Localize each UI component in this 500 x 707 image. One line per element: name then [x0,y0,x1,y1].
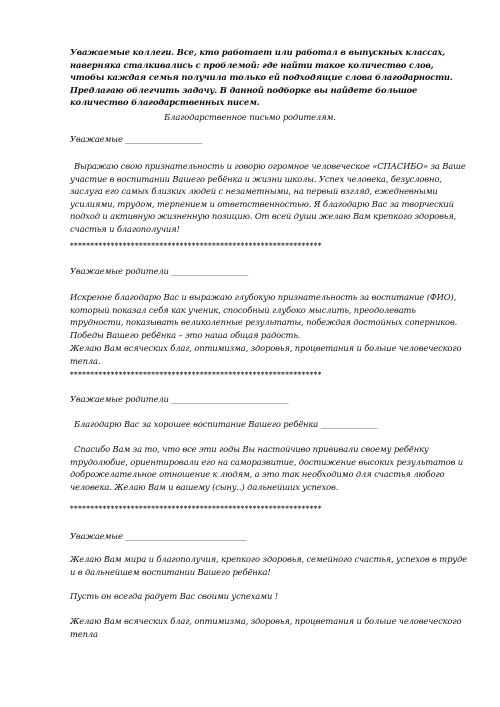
letter-1-salutation: Уважаемые ___________________ [70,134,202,144]
letter-4-body: Желаю Вам мира и благополучия, крепкого здоровья, семейного счастья, успехов в труде и в дальнейшем воспитании Вашего ребёнка! [70,554,467,577]
separator-1: ************************************************************** [70,241,322,250]
letter-3-body: Спасибо Вам за то, что все эти годы Вы настойчиво прививали своему ребёнку трудолюбие, ориентировали его на саморазвитие, достижение высоких результатов и доброжелательное отношение к людям, а это так необходимо для счастья любого человека. Желаю Вам и вашему (сыну..) дальнейших успехов. [70,444,464,492]
letter-2-salutation: Уважаемые родители ___________________ [70,266,249,276]
intro-paragraph: Уважаемые коллеги. Все, кто работает или работал в выпускных классах, наверняка сталкивались с проблемой: где найти такое количество слов, чтобы каждая семья получила только ей подходящие слова благодарности. Предлагаю облегчить задачу. В данной подборке вы найдете большое количество благодарственных писем. [70,47,453,108]
letter-2-body: Искренне благодарю Вас и выражаю глубокую признательность за воспитание (ФИО), который показал себя как ученик, способный глубоко мыслить, преодолевать трудности, показывать великолепные результаты, побеждая достойных соперников. Победы Вашего ребёнка – это наша общая радость. [70,292,458,340]
letter-4-closing: Желаю Вам всяческих благ, оптимизма, здоровья, процветания и больше человеческого тепла [70,616,462,639]
letter-4-salutation: Уважаемые ______________________________ [70,531,247,541]
separator-3: ************************************************************** [70,504,322,513]
letter-4-wish: Пусть он всегда радует Вас своими успехами ! [70,591,278,601]
letter-3-salutation: Уважаемые родители _____________________________ [70,394,289,404]
separator-2: ************************************************************** [70,370,322,379]
document-title: Благодарственное письмо родителям. [164,112,336,122]
letter-2-closing: Желаю Вам всяческих благ, оптимизма, здоровья, процветания и больше человеческого тепла. [70,343,462,366]
letter-1-body: Выражаю свою признательность и говорю огромное человеческое «СПАСИБО» за Ваше участие в воспитании Вашего ребёнка и жизни школы. Успех человека, безусловно, заслуга его самых близких людей с незаметными, на первый взгляд, ежедневными усилиями, трудом, терпением и ответственностью. Я благодарю Вас за творческий подход и активную жизненную позицию. От всей души желаю Вам крепкого здоровья, счастья и благополучия! [70,161,466,234]
letter-3-thanks: Благодарю Вас за хорошее воспитание Вашего ребёнка ______________ [74,419,378,429]
